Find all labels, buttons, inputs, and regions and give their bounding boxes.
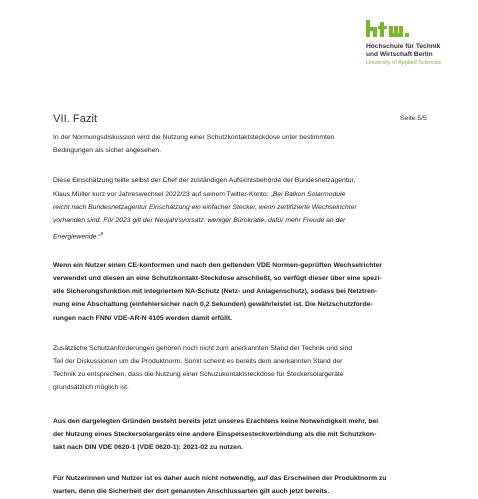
wordmark-letters [366,20,409,37]
logo-line-3: University of Applied Sciences [366,60,441,66]
wordmark-dot [405,33,409,37]
htw-wordmark-icon [366,20,410,40]
paragraph-line: verwendet und diesen an eine Schutzkontakt-Steckdose anschließt, so verfügt dieser über eine spezi- [53,274,382,282]
quote-text: reicht nach Bundesnetzagentur Einschätzung ein einfacher Stecker, wenn zertifizierte Wechselrichter [53,203,357,211]
document-body [53,131,433,499]
paragraph-2 [53,174,433,243]
paragraph-line [53,227,433,243]
paragraph-line [53,214,433,227]
paragraph-line: takt nach DIN VDE 0620-1 (VDE 0620-1): 2021-02 zu nutzen. [53,443,244,451]
paragraph-line: Diese Einschätzung teilte selbst der Chef der zuständigen Aufsichtsbehörde der Bundesnetzagentur, [53,177,356,185]
paragraph-line: der Nutzung eines Steckersolargeräts eine andere Einspeisesteckverbindung als die mit Schutzkon- [53,430,377,438]
logo-line-1: Hochschule für Technik [366,43,441,50]
paragraph-line: Technik zu entsprechen, dass die Nutzung einer Schuzukontaktsteckdose für Steckersolargeräte [53,371,344,379]
paragraph-4 [53,342,433,395]
paragraph-line: warten, denn die Sicherheit der dort genannten Anschlussarten gilt auch jetzt bereits. [53,488,330,496]
paragraph-line: grundsätzlich möglich ist. [53,384,129,392]
letter-t-stem [380,22,384,37]
paragraph-line: nung eine Abschaltung (einfehlersicher nach 0,2 Sekunden) gewährleistet ist. Die Netzschutzforde- [53,301,373,309]
paragraph-line [53,188,433,201]
paragraph-line: Für Nutzerinnen und Nutzer ist es daher auch nicht notwendig, auf das Erscheinen der Produktnorm zu [53,475,387,483]
logo-line-2: und Wirtschaft Berlin [366,51,433,58]
paragraph-line: Aus den dargelegten Gründen besteht bereits jetzt unseres Erachtens keine Notwendigkeit mehr, bei [53,417,379,425]
paragraph-6 [53,472,433,498]
paragraph-line: Teil der Diskussionen um die Produktnorm. Somit scheint es bereits dem anerkannten Stand der [53,357,343,365]
closing-quote: “ [98,233,101,241]
paragraph-1 [53,131,433,157]
quote-text: vorhanden sind. Für 2023 gilt der Neujahrsvorsatz: weniger Bürokratie, dafür mehr Freude an der [53,217,346,225]
paragraph-3 [53,259,433,325]
letter-h-leg [373,27,377,37]
letter-t-bar [378,26,387,29]
htw-logo [366,20,476,67]
paragraph-5 [53,415,433,455]
line-text: Klaus Müller kurz vor Jahreswechsel 2022/23 auf seinem Twitter-Konto: „ [53,190,273,198]
paragraph-line: rungen nach FNN/ VDE-AR-N 4105 werden damit erfüllt. [53,314,233,322]
quote-text: Energiewende. [53,233,99,241]
section-heading: VII. Fazit [53,113,98,125]
quote-text: Bei Balkon Solarmodule [272,190,346,198]
paragraph-line: Wenn ein Nutzer einen CE-konformen und nach den geltenden VDE Normen-geprüften Wechselrichter [53,261,383,269]
paragraph-line: Zusätzliche Schutzanforderungen gehören noch nicht zum anerkannten Stand der Technik und sind [53,344,353,352]
footnote-marker: 8 [100,231,104,237]
letter-w-base [389,33,403,37]
paragraph-line: In der Normungsdiskussion wird die Nutzung einer Schutzkontaktsteckdose unter bestimmten [53,134,335,141]
paragraph-line [53,201,433,214]
paragraph-line: elle Sicherungsfunktion mit integriertem NA-Schutz (Netz- und Anlagenschutz), sodass bei Netztren- [53,288,378,296]
paragraph-line: Bedingungen als sicher angesehen. [53,147,162,155]
page-number: Seite 5/5 [400,115,427,122]
